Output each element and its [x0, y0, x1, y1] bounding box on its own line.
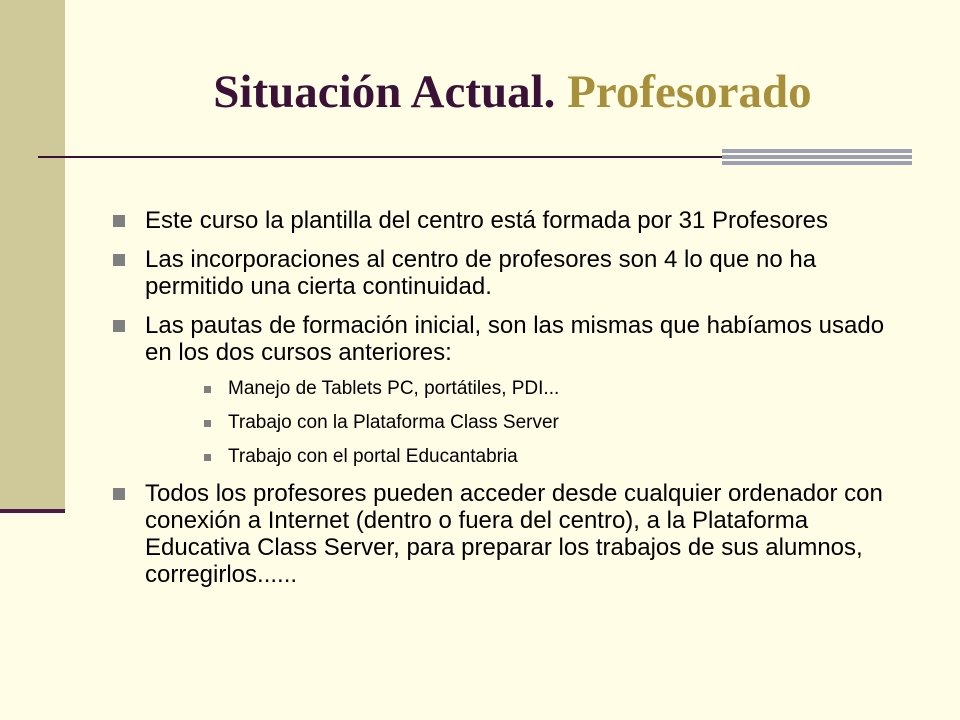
bullet-list: [108, 207, 908, 600]
side-band: [0, 0, 65, 511]
sub-bullet-text: Trabajo con la Plataforma Class Server: [228, 412, 559, 433]
slide-title: [65, 62, 960, 122]
bullet-text: Las pautas de formación inicial, son las mismas que habíamos usado en los dos cursos anteriores:: [145, 312, 885, 366]
title-rule: [38, 156, 722, 158]
sub-bullet-item: [108, 446, 908, 468]
bullet-square-icon: [113, 320, 125, 332]
title-main: Situación Actual.: [213, 66, 556, 118]
bullet-square-icon: [113, 254, 125, 266]
bullet-item: [108, 207, 908, 234]
bullet-item: [108, 480, 908, 588]
sub-bullet-square-icon: [204, 420, 211, 427]
bullet-square-icon: [113, 215, 125, 227]
sub-bullet-item: [108, 378, 908, 400]
title-highlight: Profesorado: [567, 66, 812, 118]
bullet-item: [108, 246, 908, 300]
title-rule-accent: [722, 149, 912, 166]
bullet-text: Este curso la plantilla del centro está formada por 31 Profesores: [145, 207, 829, 234]
bullet-text: Las incorporaciones al centro de profesores son 4 lo que no ha permitido una cierta continuidad.: [145, 246, 817, 300]
sub-bullet-item: [108, 412, 908, 434]
bullet-text: Todos los profesores pueden acceder desde cualquier ordenador con conexión a Internet (dentro o fuera del centro), a la Plataforma Educativa Class Server, para preparar los trabajos de sus alumnos, corregirlos......: [145, 480, 883, 588]
bullet-item: [108, 312, 908, 366]
sub-bullet-text: Manejo de Tablets PC, portátiles, PDI...: [228, 378, 560, 399]
sub-bullet-square-icon: [204, 386, 211, 393]
bullet-square-icon: [113, 488, 125, 500]
side-band-underline: [0, 509, 65, 513]
sub-bullet-text: Trabajo con el portal Educantabria: [228, 446, 518, 467]
sub-bullet-square-icon: [204, 454, 211, 461]
